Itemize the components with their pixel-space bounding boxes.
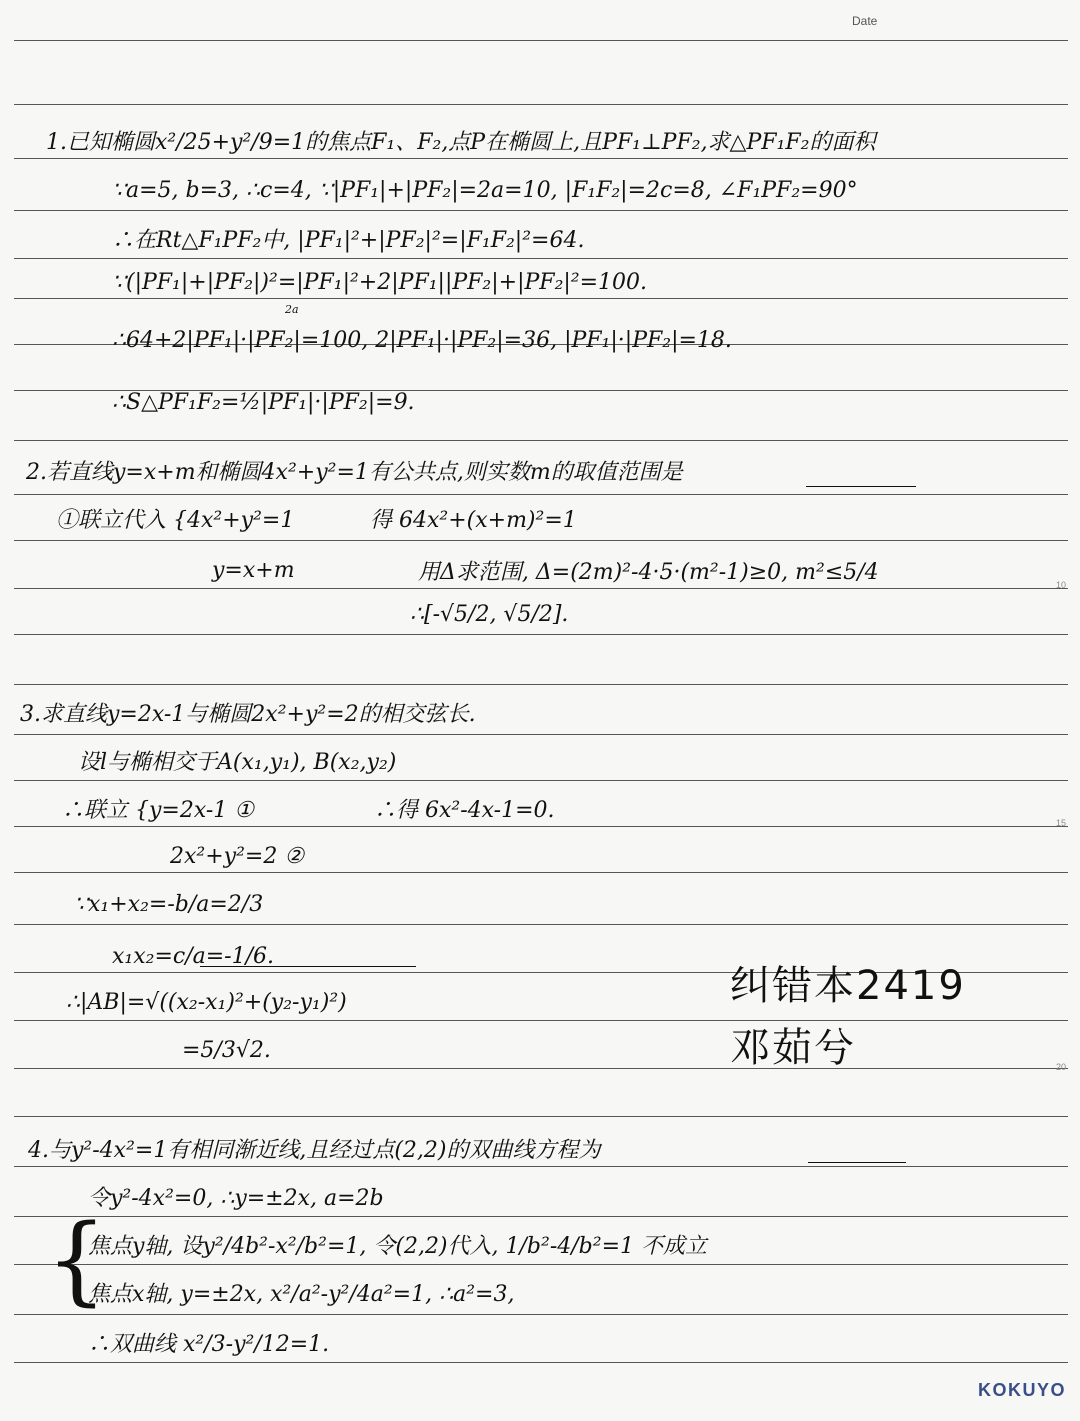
date-label: Date: [852, 14, 878, 28]
problem-3-step: =5/3√2.: [182, 1038, 271, 1063]
ruled-line: [14, 1314, 1068, 1315]
ruled-line: [14, 734, 1068, 735]
problem-3-step: ∵x₁+x₂=-b/a=2/3: [74, 892, 264, 917]
problem-3-step: ∴得 6x²-4x-1=0.: [374, 798, 555, 823]
problem-1-step: ∵(|PF₁|+|PF₂|)²=|PF₁|²+2|PF₁||PF₂|+|PF₂|²=100.: [112, 270, 648, 295]
ruled-line: [14, 1264, 1068, 1265]
ruled-line: [14, 684, 1068, 685]
author-name: 邓茹兮: [730, 1025, 856, 1071]
problem-3-step: ∴联立 {y=2x-1 ①: [62, 798, 255, 823]
problem-3-step: 设l与椭相交于A(x₁,y₁), B(x₂,y₂): [78, 750, 397, 775]
ruled-line: [14, 924, 1068, 925]
problem-4-step: ∴双曲线 x²/3-y²/12=1.: [88, 1332, 330, 1357]
ruled-line: [14, 1020, 1068, 1021]
ruled-line: [14, 540, 1068, 541]
margin-mark: 15: [1056, 818, 1067, 828]
problem-2-question: 2.若直线y=x+m和椭圆4x²+y²=1有公共点,则实数m的取值范围是: [26, 460, 683, 485]
problem-2-step: 得 64x²+(x+m)²=1: [370, 508, 577, 533]
problem-2-step: y=x+m: [212, 558, 295, 583]
problem-3-step: ∴|AB|=√((x₂-x₁)²+(y₂-y₁)²): [66, 990, 347, 1015]
ruled-line: [14, 826, 1068, 827]
problem-1-step: ∴64+2|PF₁|·|PF₂|=100, 2|PF₁|·|PF₂|=36, |PF₁|·|PF₂|=18.: [112, 328, 732, 353]
ruled-line: [14, 780, 1068, 781]
problem-2-step: ①联立代入 {4x²+y²=1: [56, 508, 295, 533]
margin-mark: 10: [1056, 580, 1067, 590]
ruled-line: [14, 1116, 1068, 1117]
problem-4-step: 令y²-4x²=0, ∴y=±2x, a=2b: [88, 1186, 384, 1211]
answer-blank: [808, 1162, 906, 1163]
annotation-2a: 2a: [285, 303, 299, 316]
problem-1-question: 1.已知椭圆x²/25+y²/9=1的焦点F₁、F₂,点P在椭圆上,且PF₁⊥PF₂,求△PF₁F₂的面积: [46, 130, 876, 155]
ruled-line: [14, 1216, 1068, 1217]
problem-4-step: 焦点x轴, y=±2x, x²/a²-y²/4a²=1, ∴a²=3,: [88, 1282, 515, 1307]
brand-logo: KOKUYO: [977, 1380, 1066, 1400]
problem-2-step: 用Δ求范围, Δ=(2m)²-4·5·(m²-1)≥0, m²≤5/4: [418, 560, 879, 585]
problem-1-step: ∴S△PF₁F₂=½|PF₁|·|PF₂|=9.: [112, 390, 415, 415]
ruled-line: [14, 1362, 1068, 1363]
left-brace: {: [46, 1204, 108, 1316]
problem-3-step: 2x²+y²=2 ②: [170, 844, 305, 869]
ruled-line: [14, 258, 1068, 259]
ruled-line: [14, 298, 1068, 299]
ruled-line: [14, 634, 1068, 635]
ruled-line: [14, 40, 1068, 41]
ruled-line: [14, 104, 1068, 105]
problem-1-step: ∴在Rt△F₁PF₂中, |PF₁|²+|PF₂|²=|F₁F₂|²=64.: [112, 228, 585, 253]
problem-4-step: 焦点y轴, 设y²/4b²-x²/b²=1, 令(2,2)代入, 1/b²-4/b²=1 不成立: [88, 1234, 707, 1259]
notebook-label: 纠错本2419: [730, 963, 966, 1009]
ruled-line: [14, 494, 1068, 495]
ruled-line: [14, 872, 1068, 873]
margin-mark: 20: [1056, 1062, 1067, 1072]
problem-3-question: 3.求直线y=2x-1与椭圆2x²+y²=2的相交弦长.: [20, 702, 476, 727]
answer-blank: [806, 486, 916, 487]
ruled-line: [14, 158, 1068, 159]
ruled-line: [14, 1166, 1068, 1167]
sqrt-overline: [200, 966, 416, 967]
ruled-line: [14, 210, 1068, 211]
ruled-line: [14, 440, 1068, 441]
problem-3-step: x₁x₂=c/a=-1/6.: [112, 944, 275, 969]
ruled-line: [14, 1068, 1068, 1069]
problem-1-step: ∵a=5, b=3, ∴c=4, ∵|PF₁|+|PF₂|=2a=10, |F₁F₂|=2c=8, ∠F₁PF₂=90°: [112, 178, 858, 203]
problem-2-step: ∴[-√5/2, √5/2].: [410, 602, 569, 627]
ruled-line: [14, 588, 1068, 589]
problem-4-question: 4.与y²-4x²=1有相同渐近线,且经过点(2,2)的双曲线方程为: [28, 1138, 601, 1163]
